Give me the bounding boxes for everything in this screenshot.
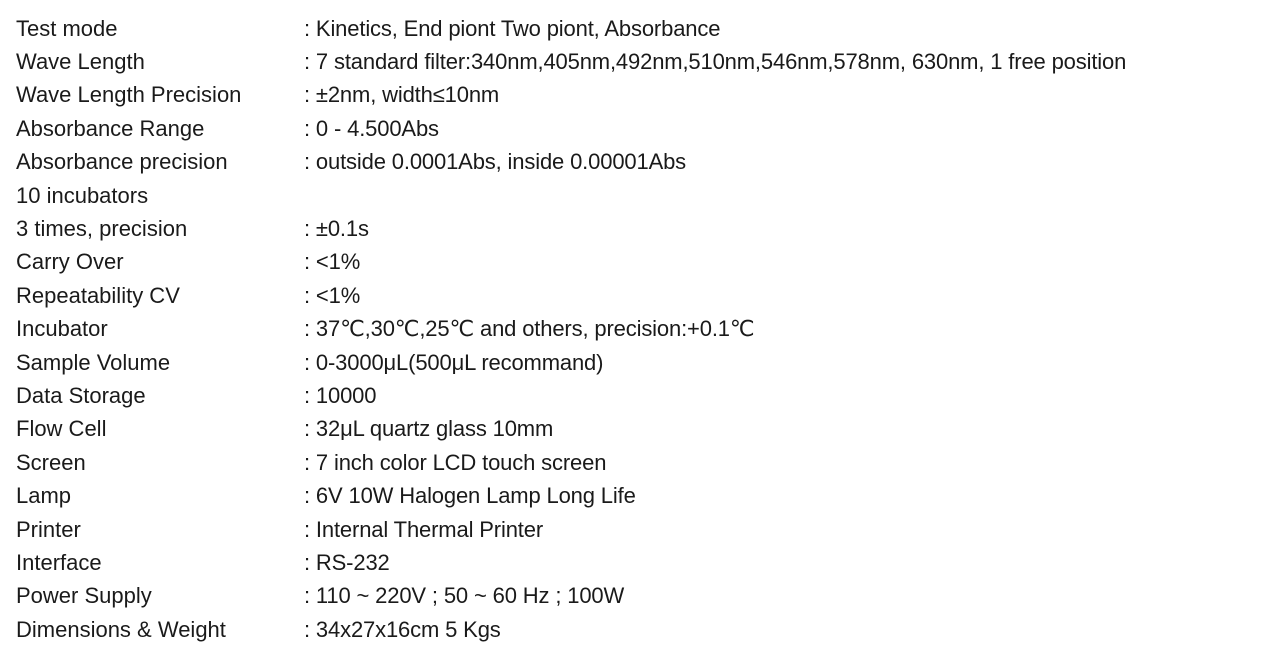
- spec-label: Absorbance Range: [16, 115, 205, 141]
- spec-value: : <1%: [304, 282, 361, 308]
- spec-row-carry-over: [16, 246, 1272, 279]
- spec-value: : ±0.1s: [304, 216, 369, 242]
- spec-row-flow-cell: [16, 413, 1272, 446]
- spec-value: : 7 inch color LCD touch screen: [304, 449, 607, 475]
- spec-value: : 110 ~ 220V ; 50 ~ 60 Hz ; 100W: [304, 583, 625, 609]
- spec-label: Repeatability CV: [16, 282, 180, 308]
- spec-label: Power Supply: [16, 583, 152, 609]
- spec-row-test-mode: [16, 12, 1272, 45]
- spec-row-wave-length: [16, 45, 1272, 78]
- spec-row-dimensions-weight: [16, 613, 1272, 646]
- spec-label: Flow Cell: [16, 416, 107, 442]
- spec-label: Lamp: [16, 483, 72, 509]
- spec-row-absorbance-precision: [16, 146, 1272, 179]
- spec-value: : 32μL quartz glass 10mm: [304, 416, 554, 442]
- spec-label: Dimensions & Weight: [16, 616, 226, 642]
- spec-label: Test mode: [16, 15, 118, 41]
- spec-row-absorbance-range: [16, 112, 1272, 145]
- spec-value: : Kinetics, End piont Two piont, Absorbance: [304, 15, 721, 41]
- spec-label: Wave Length Precision: [16, 82, 242, 108]
- spec-label: Printer: [16, 516, 81, 542]
- spec-value: : 37℃,30℃,25℃ and others, precision:+0.1℃: [304, 316, 755, 342]
- spec-row-times-precision: [16, 212, 1272, 245]
- spec-row-incubators: [16, 179, 1272, 212]
- spec-value: : Internal Thermal Printer: [304, 516, 544, 542]
- spec-label: 10 incubators: [16, 182, 149, 208]
- spec-value: : 7 standard filter:340nm,405nm,492nm,510nm,546nm,578nm, 630nm, 1 free position: [304, 49, 1127, 75]
- spec-row-interface: [16, 546, 1272, 579]
- spec-label: 3 times, precision: [16, 216, 188, 242]
- spec-label: Wave Length: [16, 49, 145, 75]
- spec-value: : ±2nm, width≤10nm: [304, 82, 500, 108]
- spec-row-screen: [16, 446, 1272, 479]
- spec-value: : RS-232: [304, 549, 390, 575]
- spec-row-printer: [16, 513, 1272, 546]
- spec-label: Incubator: [16, 316, 108, 342]
- spec-label: Screen: [16, 449, 86, 475]
- spec-label: Sample Volume: [16, 349, 171, 375]
- spec-row-incubator: [16, 313, 1272, 346]
- spec-row-wave-length-precision: [16, 79, 1272, 112]
- spec-row-lamp: [16, 479, 1272, 512]
- spec-value: : 34x27x16cm 5 Kgs: [304, 616, 501, 642]
- spec-row-sample-volume: [16, 346, 1272, 379]
- spec-value: : 10000: [304, 382, 377, 408]
- spec-label: Data Storage: [16, 382, 146, 408]
- spec-row-power-supply: [16, 580, 1272, 613]
- spec-label: Carry Over: [16, 249, 124, 275]
- spec-table: [16, 12, 1272, 646]
- spec-value: : outside 0.0001Abs, inside 0.00001Abs: [304, 149, 687, 175]
- spec-value: : 0-3000μL(500μL recommand): [304, 349, 604, 375]
- spec-label: Absorbance precision: [16, 149, 228, 175]
- spec-value: : 6V 10W Halogen Lamp Long Life: [304, 483, 636, 509]
- spec-row-data-storage: [16, 379, 1272, 412]
- spec-value: : <1%: [304, 249, 361, 275]
- spec-label: Interface: [16, 549, 102, 575]
- spec-row-repeatability-cv: [16, 279, 1272, 312]
- spec-value: : 0 - 4.500Abs: [304, 115, 439, 141]
